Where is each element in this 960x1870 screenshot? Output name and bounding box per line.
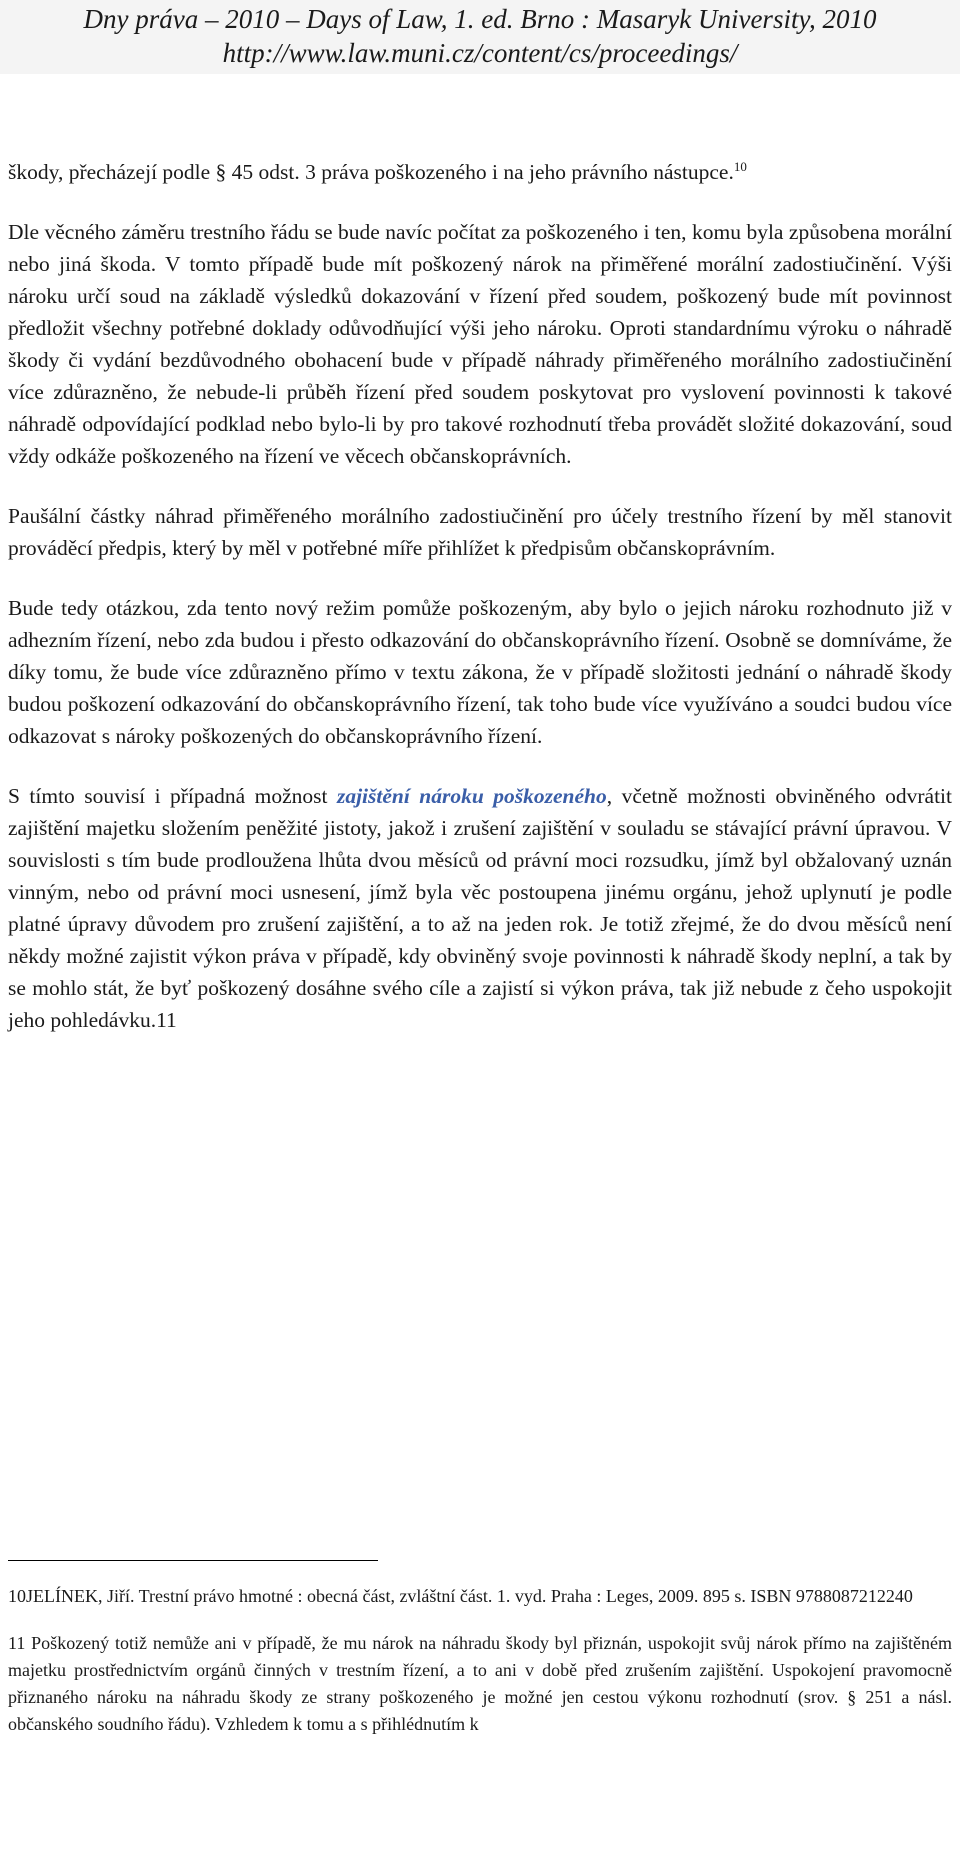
- paragraph: [8, 156, 952, 188]
- paragraph: Bude tedy otázkou, zda tento nový režim pomůže poškozeným, aby bylo o jejich nároku rozhodnuto již v adhezním řízení, nebo zda budou i přesto odkazování do občanskoprávního řízení. Osobně se domníváme, že díky tomu, že bude více zdůrazněno přímo v textu zákona, že v případě složitosti jednání o náhradě škody budou poškození odkazování do občanskoprávního řízení, tak toho bude více využíváno a soudci budou více odkazovat s nároky poškozených do občanskoprávního řízení.: [8, 596, 952, 748]
- footnote-reference: 10: [733, 158, 747, 174]
- header-url: http://www.law.muni.cz/content/cs/proceedings/: [222, 38, 738, 68]
- emphasized-term: zajištění nároku poškozeného: [336, 784, 607, 808]
- paragraph: [8, 780, 952, 1036]
- footnotes: [8, 1583, 952, 1758]
- paragraph: Dle věcného záměru trestního řádu se bude navíc počítat za poškozeného i ten, komu byla způsobena morální nebo jiná škoda. V tomto případě bude mít poškozený nárok na přiměřené morální zadostiučinění. Výši nároku určí soud na základě výsledků dokazování v řízení před soudem, poškozený bude mít povinnost předložit všechny potřebné doklady odůvodňující výši jeho nároku. Oproti standardnímu výroku o náhradě škody či vydání bezdůvodného obohacení bude v případě náhrady přiměřeného morálního zadostiučinění více zdůrazněno, že nebude-li průběh řízení před soudem poskytovat pro vyslovení povinnosti k takové náhradě odpovídající podklad nebo bylo-li by pro takové rozhodnutí třeba provádět složité dokazování, soud vždy odkáže poškozeného na řízení ve věcech občanskoprávních.: [8, 220, 952, 468]
- paragraph-text: , včetně možnosti obviněného odvrátit zajištění majetku složením peněžité jistoty, jakož i zrušení zajištění v souladu se stávající právní úpravou. V souvislosti s tím bude prodloužena lhůta dvou měsíců od právní moci rozsudku, jímž byl obžalovaný uznán vinným, nebo od právní moci usnesení, jímž byla věc postoupena jinému orgánu, jehož uplynutí je podle platné úpravy důvodem pro zrušení zajištění, a to až na jeden rok. Je totiž zřejmé, že do dvou měsíců není někdy možné zajistit výkon práva v případě, kdy obviněný svoje povinnosti k náhradě škody neplní, a tak by se mohlo stát, že byť poškozený dosáhne svého cíle a zajistí si výkon práva, tak již nebude z čeho uspokojit jeho pohledávku.11: [8, 784, 952, 1032]
- paragraph-text: S tímto souvisí i případná možnost: [8, 784, 337, 808]
- header-citation: Dny práva – 2010 – Days of Law, 1. ed. Brno : Masaryk University, 2010: [83, 4, 877, 34]
- paragraph-text: škody, přecházejí podle § 45 odst. 3 práva poškozeného i na jeho právního nástupce.: [8, 160, 734, 184]
- footnote-11: 11 Poškozený totiž nemůže ani v případě, že mu nárok na náhradu škody byl přiznán, uspokojit svůj nárok přímo na zajištěném majetku prostřednictvím orgánů činných v trestním řízení, a to ani v době před zrušením zajištění. Uspokojení pravomocně přiznaného nároku na náhradu škody ze strany poškozeného je možné jen cestou výkonu rozhodnutí (srov. § 251 a násl. občanského soudního řádu). Vzhledem k tomu a s přihlédnutím k: [8, 1633, 952, 1734]
- page-header: [0, 0, 960, 74]
- main-text: [8, 156, 952, 1064]
- footnote-10: 10JELÍNEK, Jiří. Trestní právo hmotné : obecná část, zvláštní část. 1. vyd. Praha : Leges, 2009. 895 s. ISBN 9788087212240: [8, 1586, 913, 1606]
- footnote-divider: [8, 1560, 378, 1561]
- paragraph: Paušální částky náhrad přiměřeného morálního zadostiučinění pro účely trestního řízení by měl stanovit prováděcí předpis, který by měl v potřebné míře přihlížet k předpisům občanskoprávním.: [8, 504, 952, 560]
